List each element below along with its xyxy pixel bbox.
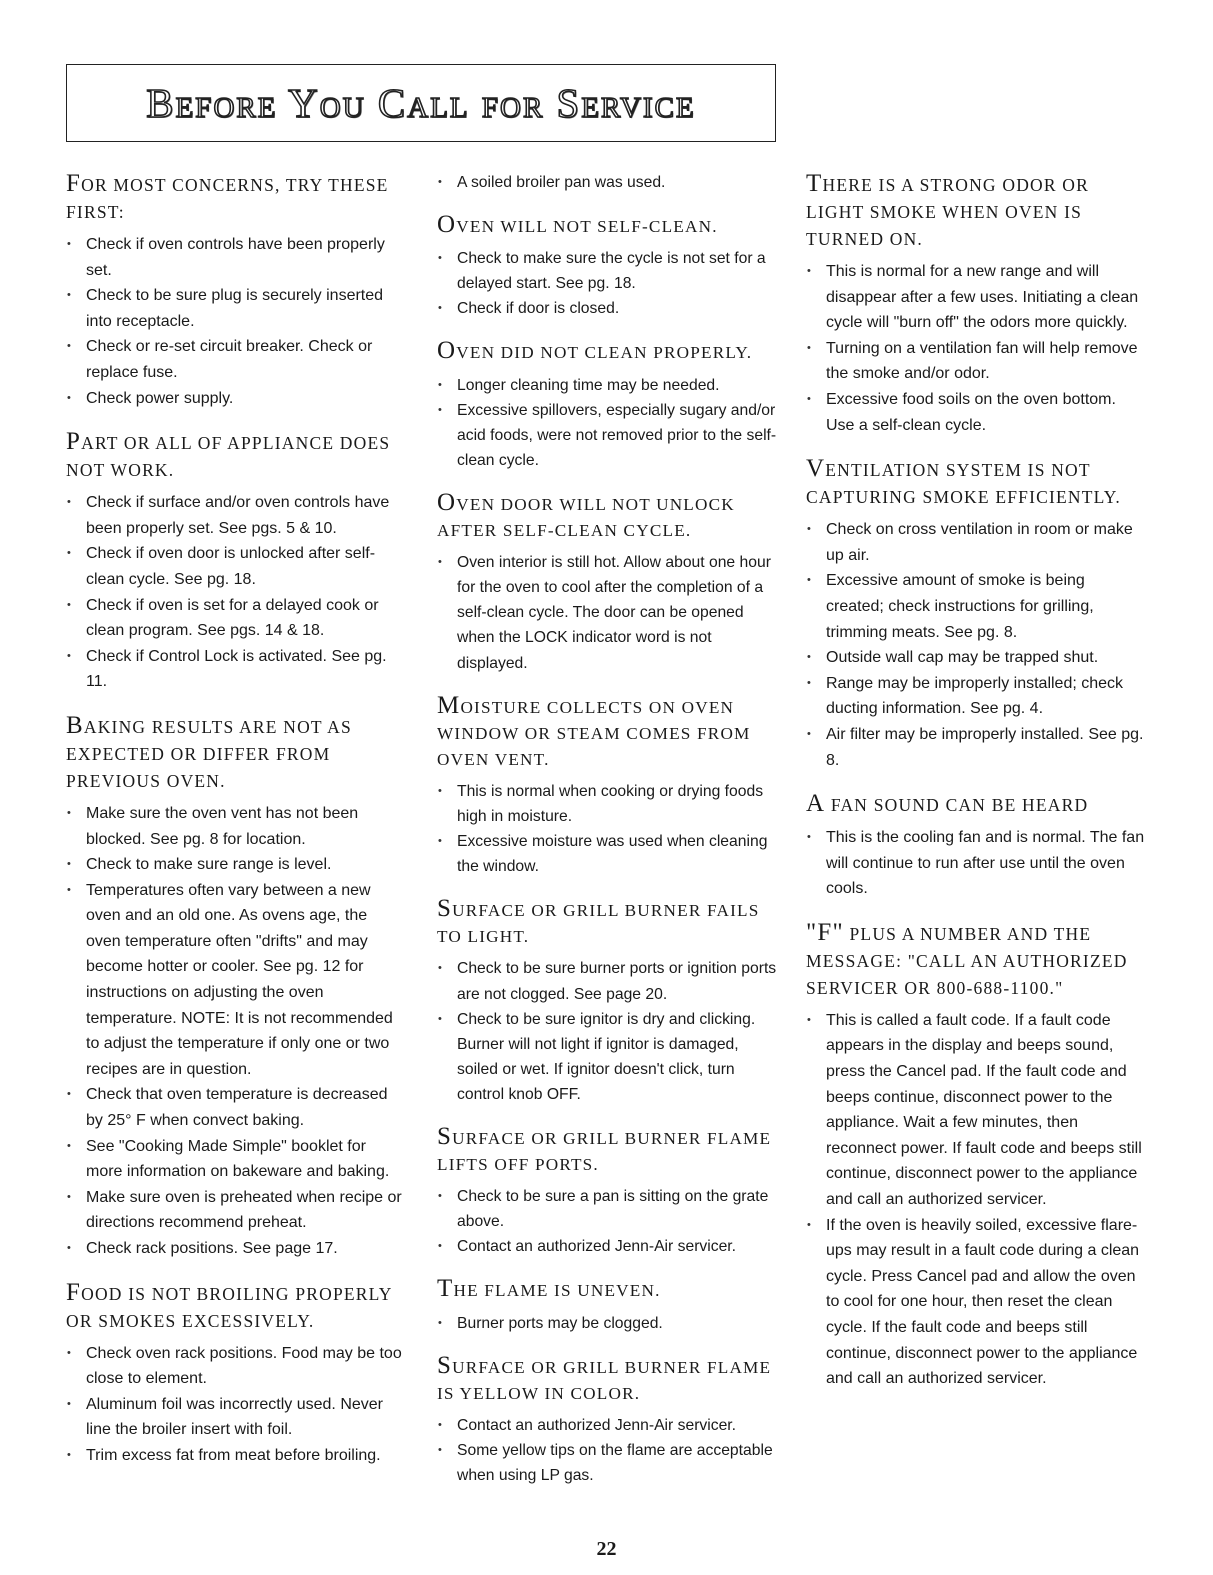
column-right <box>806 170 1146 1409</box>
bullet-item: • This is called a fault code. If a fault code appears in the display and beeps sound, press the Cancel pad. If the fault code and beeps continue, disconnect power to the appliance. Wait a few minutes, then reconnect power. If fault code and beeps still continue, disconnect power to the appliance and call an authorized servicer. <box>806 1008 1146 1213</box>
section-heading: FOOD IS NOT BROILING PROPERLY OR SMOKES EXCESSIVELY. <box>66 1278 393 1331</box>
bullet-list <box>66 801 406 1262</box>
troubleshooting-section <box>437 1353 777 1488</box>
bullet-item: • Excessive spillovers, especially sugary and/or acid foods, were not removed prior to the self-clean cycle. <box>437 398 777 473</box>
bullet-item: • See "Cooking Made Simple" booklet for more information on bakeware and baking. <box>66 1134 406 1185</box>
troubleshooting-section <box>806 170 1146 438</box>
title-banner <box>66 64 776 142</box>
section-heading: SURFACE OR GRILL BURNER FLAME IS YELLOW IN COLOR. <box>437 1351 772 1403</box>
section-heading: OVEN WILL NOT SELF-CLEAN. <box>437 211 718 239</box>
bullet-item: • Burner ports may be clogged. <box>437 1311 777 1336</box>
troubleshooting-section <box>437 212 777 321</box>
troubleshooting-section <box>437 170 777 195</box>
bullet-item: • Range may be improperly installed; check ducting information. See pg. 4. <box>806 671 1146 722</box>
bullet-item: • Check to make sure range is level. <box>66 852 406 878</box>
bullet-item: • Contact an authorized Jenn-Air servicer. <box>437 1413 777 1438</box>
bullet-item: • Check if door is closed. <box>437 296 777 321</box>
troubleshooting-section <box>437 338 777 472</box>
bullet-list <box>437 550 777 675</box>
bullet-list <box>437 373 777 473</box>
bullet-item: • Trim excess fat from meat before broiling. <box>66 1443 406 1469</box>
column-middle <box>437 170 777 1505</box>
bullet-item: • Check to make sure the cycle is not set for a delayed start. See pg. 18. <box>437 246 777 296</box>
bullet-item: • Oven interior is still hot. Allow about one hour for the oven to cool after the completion of a self-clean cycle. The door can be opened when the LOCK indicator word is not displayed. <box>437 550 777 675</box>
section-heading: PART OR ALL OF APPLIANCE DOES NOT WORK. <box>66 428 391 481</box>
bullet-item: • Temperatures often vary between a new oven and an old one. As ovens age, the oven temperature often "drifts" and may become hotter or cooler. See pg. 12 for instructions on adjusting the oven temperature. NOTE: It is not recommended to adjust the temperature if only one or two recipes are in question. <box>66 878 406 1083</box>
bullet-item: • Some yellow tips on the flame are acceptable when using LP gas. <box>437 1438 777 1488</box>
troubleshooting-section <box>437 1124 777 1259</box>
bullet-item: • This is normal for a new range and will disappear after a few uses. Initiating a clean cycle will "burn off" the odors more quickly. <box>806 259 1146 336</box>
section-heading: THE FLAME IS UNEVEN. <box>437 1275 661 1303</box>
troubleshooting-section <box>437 1276 777 1335</box>
bullet-item: • Excessive food soils on the oven bottom. Use a self-clean cycle. <box>806 387 1146 438</box>
bullet-item: • Excessive moisture was used when cleaning the window. <box>437 829 777 879</box>
troubleshooting-section <box>806 790 1146 902</box>
troubleshooting-section <box>66 1279 406 1469</box>
bullet-item: • Check to be sure ignitor is dry and clicking. Burner will not light if ignitor is damaged, soiled or wet. If ignitor doesn't click, turn control knob OFF. <box>437 1007 777 1107</box>
bullet-item: • Check on cross ventilation in room or make up air. <box>806 517 1146 568</box>
bullet-item: • Aluminum foil was incorrectly used. Never line the broiler insert with foil. <box>66 1392 406 1443</box>
bullet-item: • Check oven rack positions. Food may be too close to element. <box>66 1341 406 1392</box>
section-heading: SURFACE OR GRILL BURNER FLAME LIFTS OFF PORTS. <box>437 1123 772 1175</box>
troubleshooting-section <box>437 693 777 880</box>
bullet-list <box>437 246 777 321</box>
section-heading: A FAN SOUND CAN BE HEARD <box>806 790 1089 818</box>
bullet-item: • Check to be sure a pan is sitting on the grate above. <box>437 1184 777 1234</box>
troubleshooting-section <box>437 490 777 676</box>
bullet-item: • This is the cooling fan and is normal. The fan will continue to run after use until the oven cools. <box>806 825 1146 902</box>
section-heading: THERE IS A STRONG ODOR OR LIGHT SMOKE WHEN OVEN IS TURNED ON. <box>806 170 1090 249</box>
bullet-list <box>437 1413 777 1488</box>
troubleshooting-section <box>66 428 406 695</box>
bullet-list <box>66 490 406 695</box>
column-left <box>66 170 406 1486</box>
bullet-list <box>437 1311 777 1336</box>
bullet-item: • Check to be sure burner ports or ignition ports are not clogged. See page 20. <box>437 956 777 1006</box>
page-title: Before You Call for Service <box>146 80 696 126</box>
bullet-item: • Contact an authorized Jenn-Air servicer. <box>437 1234 777 1259</box>
bullet-item: • Make sure oven is preheated when recipe or directions recommend preheat. <box>66 1185 406 1236</box>
bullet-item: • Check rack positions. See page 17. <box>66 1236 406 1262</box>
bullet-item: • Check if oven controls have been properly set. <box>66 232 406 283</box>
bullet-item: • Check if oven door is unlocked after self-clean cycle. See pg. 18. <box>66 541 406 592</box>
bullet-item: • Make sure the oven vent has not been blocked. See pg. 8 for location. <box>66 801 406 852</box>
section-heading: SURFACE OR GRILL BURNER FAILS TO LIGHT. <box>437 895 760 947</box>
bullet-list <box>806 825 1146 902</box>
bullet-item: • Longer cleaning time may be needed. <box>437 373 777 398</box>
troubleshooting-section <box>66 170 406 411</box>
bullet-item: • Turning on a ventilation fan will help remove the smoke and/or odor. <box>806 336 1146 387</box>
bullet-item: • Excessive amount of smoke is being created; check instructions for grilling, trimming meats. See pg. 8. <box>806 568 1146 645</box>
bullet-item: • Air filter may be improperly installed. See pg. 8. <box>806 722 1146 773</box>
section-heading: MOISTURE COLLECTS ON OVEN WINDOW OR STEAM COMES FROM OVEN VENT. <box>437 691 751 769</box>
bullet-item: • Check if Control Lock is activated. See pg. 11. <box>66 644 406 695</box>
troubleshooting-section <box>806 455 1146 773</box>
bullet-item: • Check if surface and/or oven controls have been properly set. See pgs. 5 & 10. <box>66 490 406 541</box>
bullet-item: • Check power supply. <box>66 386 406 412</box>
bullet-list <box>437 956 777 1107</box>
bullet-list <box>437 170 777 195</box>
bullet-list <box>806 1008 1146 1392</box>
section-heading: OVEN DOOR WILL NOT UNLOCK AFTER SELF-CLEAN CYCLE. <box>437 488 735 541</box>
section-heading: FOR MOST CONCERNS, TRY THESE FIRST: <box>66 170 389 222</box>
bullet-item: • If the oven is heavily soiled, excessive flare-ups may result in a fault code during a clean cycle. Press Cancel pad and allow the oven to cool for one hour, then reset the clean cycle. If the fault code and beeps still continue, disconnect power to the appliance and call an authorized servicer. <box>806 1213 1146 1392</box>
bullet-list <box>66 232 406 411</box>
section-heading: OVEN DID NOT CLEAN PROPERLY. <box>437 337 753 365</box>
bullet-item: • Check to be sure plug is securely inserted into receptacle. <box>66 283 406 334</box>
bullet-item: • A soiled broiler pan was used. <box>437 170 777 195</box>
bullet-list <box>806 517 1146 773</box>
bullet-item: • Outside wall cap may be trapped shut. <box>806 645 1146 671</box>
bullet-item: • This is normal when cooking or drying foods high in moisture. <box>437 779 777 829</box>
bullet-item: • Check or re-set circuit breaker. Check or replace fuse. <box>66 334 406 385</box>
troubleshooting-section <box>806 919 1146 1392</box>
troubleshooting-section <box>437 896 777 1107</box>
bullet-list <box>66 1341 406 1469</box>
bullet-list <box>437 779 777 879</box>
page-number: 22 <box>596 1538 617 1560</box>
section-heading: BAKING RESULTS ARE NOT AS EXPECTED OR DIFFER FROM PREVIOUS OVEN. <box>66 711 352 791</box>
section-heading: "F" PLUS A NUMBER AND THE MESSAGE: "CALL AN AUTHORIZED SERVICER OR 800-688-1100." <box>806 918 1128 998</box>
section-heading: VENTILATION SYSTEM IS NOT CAPTURING SMOKE EFFICIENTLY. <box>806 455 1121 508</box>
bullet-list <box>437 1184 777 1259</box>
bullet-item: • Check if oven is set for a delayed cook or clean program. See pgs. 14 & 18. <box>66 593 406 644</box>
bullet-item: • Check that oven temperature is decreased by 25° F when convect baking. <box>66 1082 406 1133</box>
bullet-list <box>806 259 1146 438</box>
troubleshooting-section <box>66 712 406 1262</box>
